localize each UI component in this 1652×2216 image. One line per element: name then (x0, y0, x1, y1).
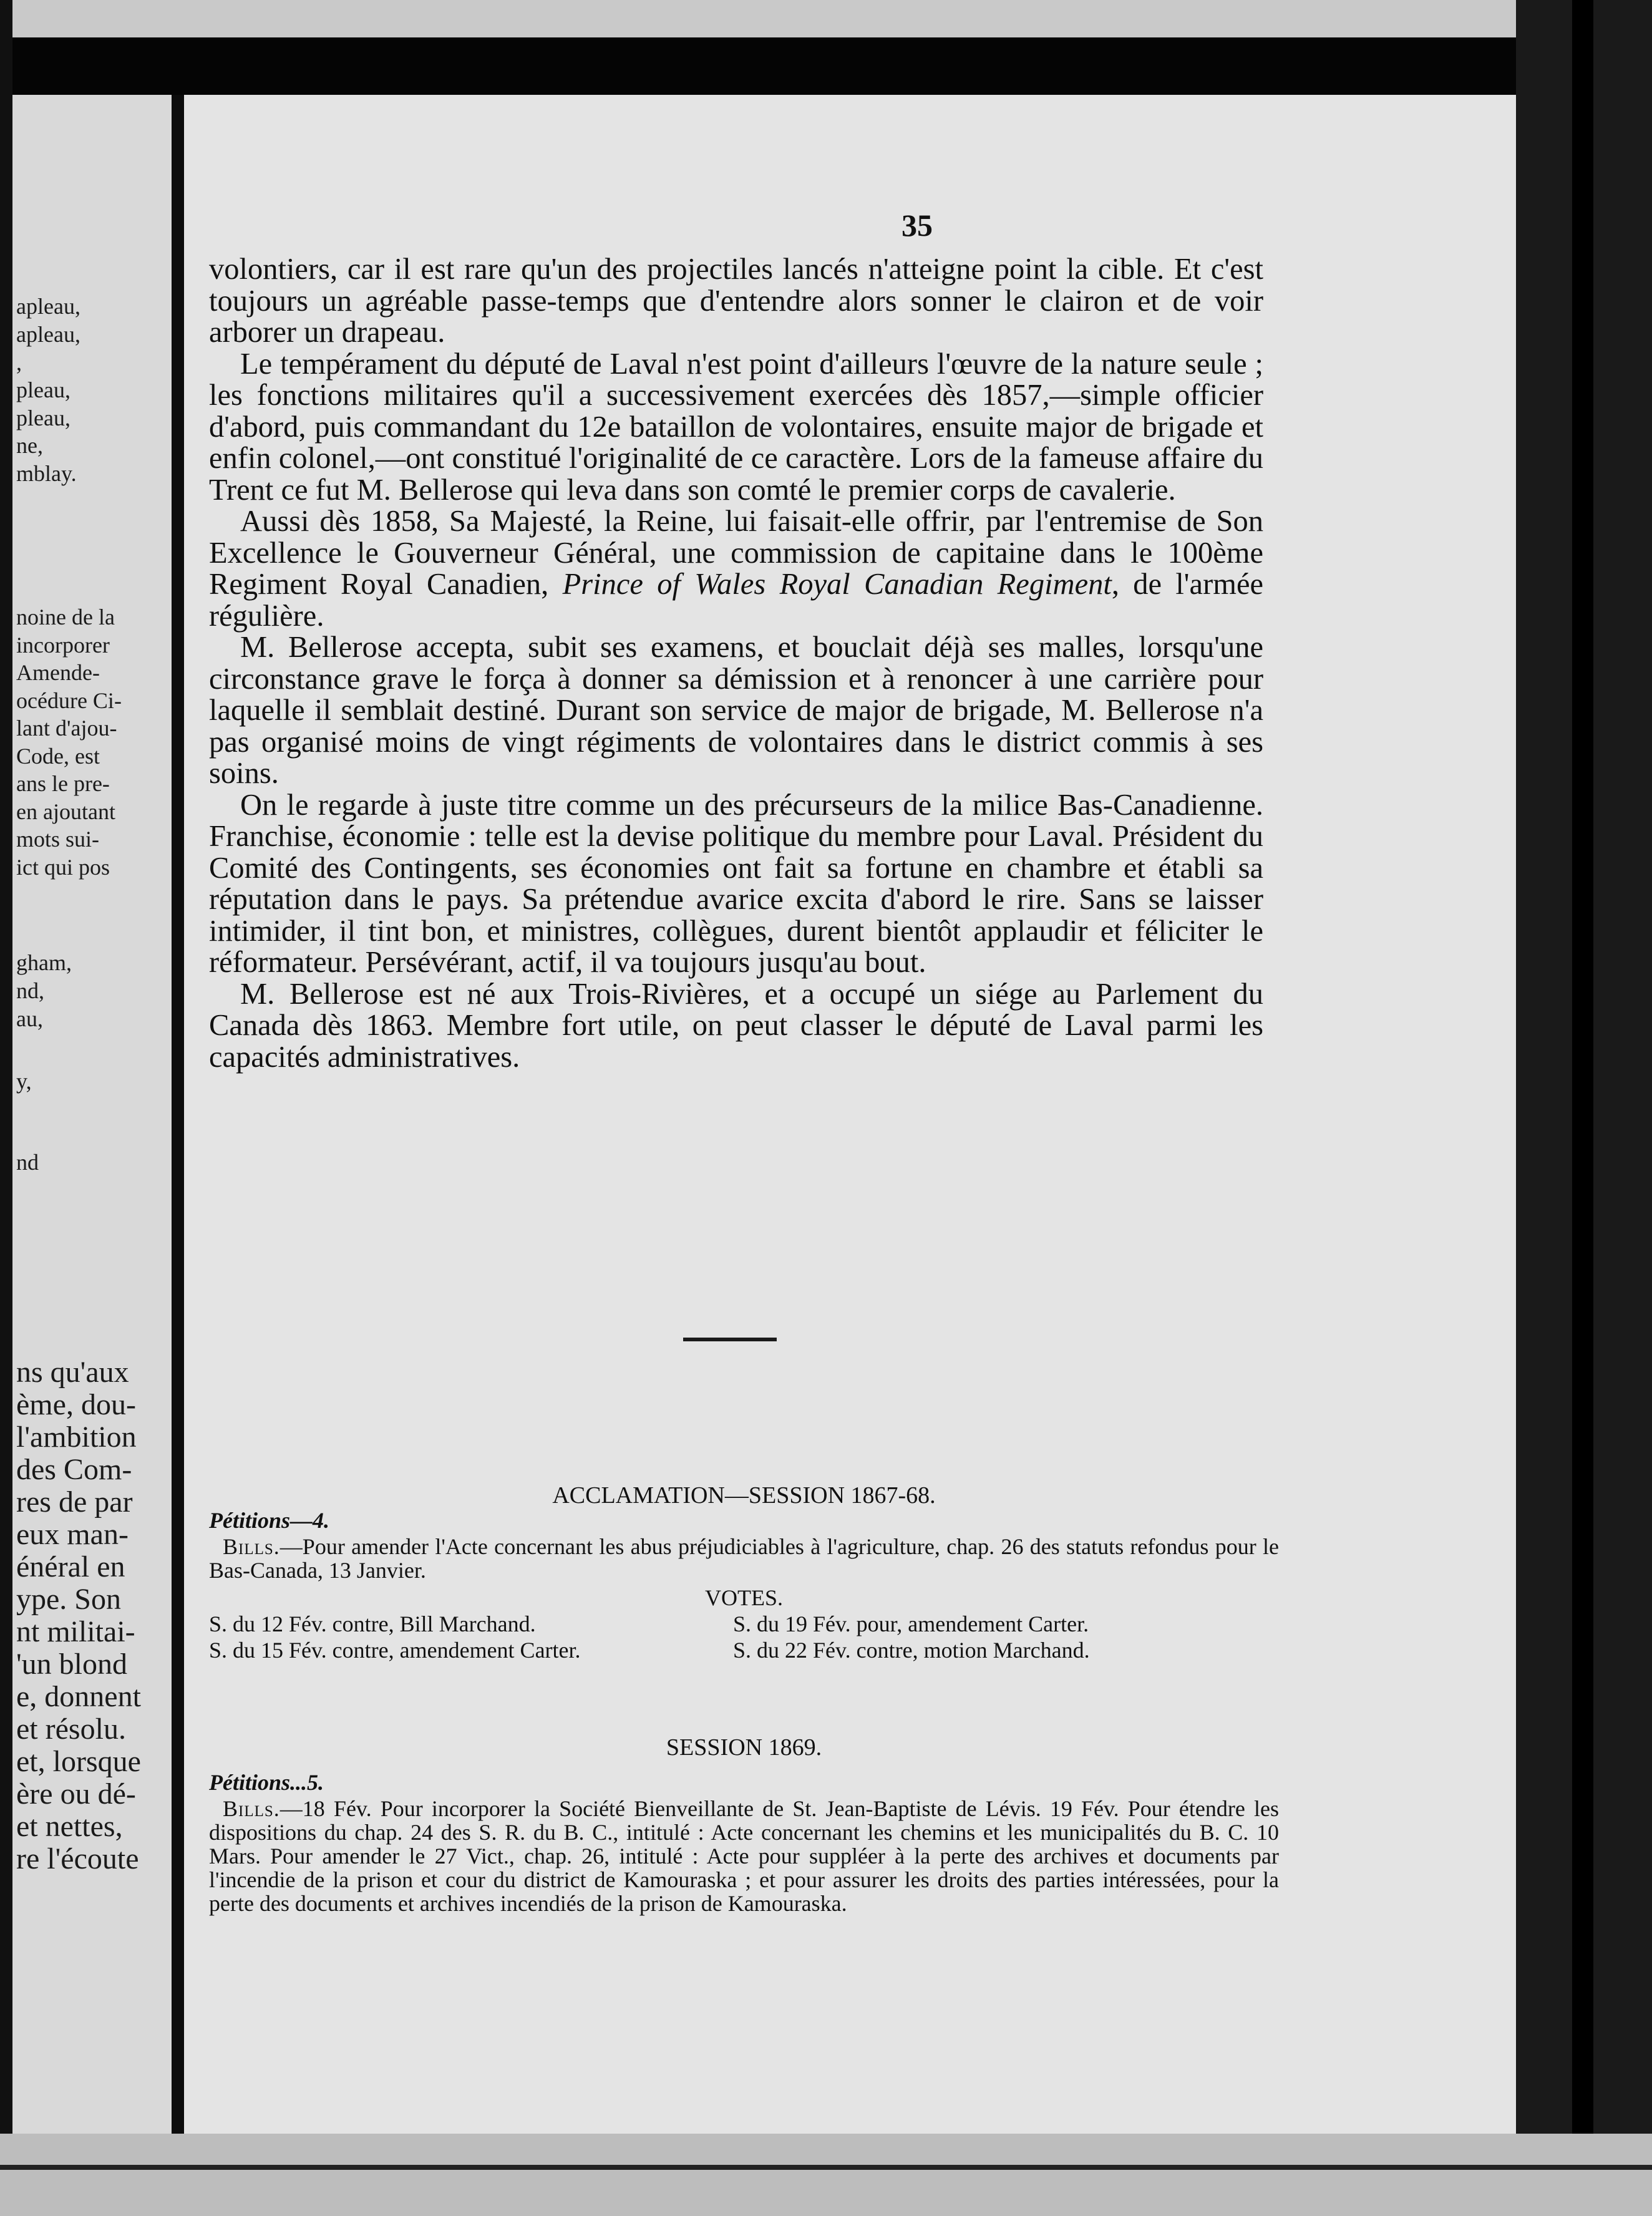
left-fragment: énéral en (16, 1550, 125, 1583)
paragraph: Le tempérament du député de Laval n'est point d'ailleurs l'œuvre de la nature seule ; les fonctions militaires qu'il a successivement exercées dès 1857,—simple officier d'abord, puis commandant du 12e bataillon de volontaires, ensuite major de brigade et enfin colonel,—ont constitué l'originalité de ce caractère. Lors de la fameuse affaire du Trent ce fut M. Bellerose qui leva dans son comté le premier corps de cavalerie. (209, 347, 1263, 507)
left-fragment: ère ou dé- (16, 1777, 136, 1810)
section-divider (683, 1338, 777, 1341)
scanner-frame-right-stripe (1572, 0, 1593, 2216)
bills-label: Bills. (223, 1534, 280, 1559)
petitions-count: Pétitions...5. (209, 1770, 324, 1795)
left-fragment: l'ambition (16, 1421, 137, 1454)
left-fragment: mblay. (16, 461, 77, 486)
document-page (184, 95, 1516, 2134)
left-fragment: lant d'ajou- (16, 716, 117, 741)
session-heading: SESSION 1869. (666, 1734, 822, 1761)
left-fragment: Code, est (16, 744, 100, 769)
votes-list (209, 1612, 1279, 1662)
paragraph: M. Bellerose accepta, subit ses examens, et bouclait déjà ses malles, lorsqu'une circonstance grave le força à donner sa démission et à renoncer à une carrière pour laquelle il semblait destiné. Durant son service de major de brigade, M. Bellerose n'a pas organisé moins de vingt régiments de volontaires dans le district commis à ses soins. (209, 631, 1263, 790)
vote-entry: S. du 22 Fév. contre, motion Marchand. (733, 1638, 1090, 1663)
left-fragment: en ajoutant (16, 799, 115, 824)
left-fragment: e, donnent (16, 1680, 141, 1713)
left-fragment: et nettes, (16, 1810, 123, 1843)
paragraph (209, 506, 1263, 632)
left-fragment: ans le pre- (16, 771, 110, 796)
paragraph-tail: , de l'armée régulière. (209, 568, 1264, 633)
petitions-count: Pétitions—4. (209, 1508, 330, 1533)
scanner-frame-top (0, 0, 1652, 37)
bills-entry (209, 1797, 1279, 1915)
scanner-frame-bottom-line (0, 2165, 1652, 2170)
vote-entry: S. du 12 Fév. contre, Bill Marchand. (209, 1611, 536, 1636)
left-fragment: nd (16, 1150, 39, 1175)
left-fragment: re l'écoute (16, 1842, 139, 1875)
left-fragment: mots sui- (16, 827, 100, 852)
left-neighbor-page (12, 95, 172, 2134)
left-fragment: ype. Son (16, 1583, 121, 1616)
left-fragment: pleau, (16, 406, 70, 430)
regiment-name: Prince of Wales Royal Canadian Regiment (562, 568, 1112, 601)
left-fragment: apleau, (16, 322, 80, 347)
votes-heading: VOTES. (705, 1585, 783, 1610)
left-fragment: incorporer (16, 633, 110, 658)
page-gutter (172, 95, 184, 2134)
session-1869 (209, 1736, 1279, 1915)
left-fragment: nt militai- (16, 1615, 135, 1648)
left-fragment: ns qu'aux (16, 1356, 129, 1389)
left-fragment: , (16, 350, 22, 375)
body-text (209, 254, 1263, 1073)
left-fragment: des Com- (16, 1453, 132, 1486)
left-fragment: océdure Ci- (16, 688, 122, 713)
left-fragment: res de par (16, 1485, 133, 1519)
bills-entry (209, 1535, 1279, 1582)
left-fragment: eux man- (16, 1518, 129, 1551)
bills-label: Bills. (223, 1796, 280, 1821)
vote-entry: S. du 15 Fév. contre, amendement Carter. (209, 1638, 581, 1663)
left-fragment: apleau, (16, 294, 80, 319)
bills-text: —18 Fév. Pour incorporer la Société Bienveillante de St. Jean-Baptiste de Lévis. 19 Fév. Pour étendre les dispositions du chap. 24 des S. R. du B. C., intitulé : Acte concernant les chemins et les municipalités du B. C. 10 Mars. Pour amender le 27 Vict., chap. 26, intitulé : Acte pour suppléer à la perte des archives et documents par l'incendie de la prison et cour du district de Kamouraska ; et pour assurer les droits des parties intéressées, pour la perte des documents et archives incendiés de la prison de Kamouraska. (209, 1796, 1279, 1916)
left-fragment: ne, (16, 433, 43, 458)
left-fragment: noine de la (16, 605, 115, 629)
left-fragment: Amende- (16, 660, 100, 685)
page-number: 35 (901, 208, 933, 243)
paragraph: volontiers, car il est rare qu'un des projectiles lancés n'atteigne point la cible. Et c'est toujours un agréable passe-temps que d'entendre alors sonner le clairon et de voir arborer un drapeau. (209, 253, 1263, 349)
left-fragment: nd, (16, 978, 44, 1003)
scanner-frame-bottom (0, 2134, 1652, 2216)
left-fragment: ème, dou- (16, 1388, 136, 1421)
scanner-frame-bar (0, 37, 1652, 95)
left-fragment: au, (16, 1006, 43, 1031)
session-1867-68 (209, 1484, 1279, 1662)
left-fragment: 'un blond (16, 1648, 127, 1681)
left-fragment: gham, (16, 950, 72, 975)
left-fragment: y, (16, 1069, 32, 1094)
paragraph: On le regarde à juste titre comme un des précurseurs de la milice Bas-Canadienne. Franchise, économie : telle est la devise politique du membre pour Laval. Président du Comité des Contingents, ses économies ont fait sa fortune en chambre et établi sa réputation dans le pays. Sa prétendue avarice excita d'abord le rire. Sans se laisser intimider, il tint bon, et ministres, collègues, durent bientôt applaudir et féliciter le réformateur. Persévérant, actif, il va toujours jusqu'au bout. (209, 788, 1263, 979)
left-fragment: et, lorsque (16, 1745, 141, 1778)
left-fragment: pleau, (16, 377, 70, 402)
session-heading: ACCLAMATION—SESSION 1867-68. (552, 1482, 936, 1509)
paragraph-text: Aussi dès 1858, Sa Majesté, la Reine, lui faisait-elle offrir, par l'entremise de Son Excellence le Gouverneur Général, une commission de capitaine dans le 100ème Regiment Royal Canadien, (209, 505, 1263, 601)
paragraph: M. Bellerose est né aux Trois-Rivières, et a occupé un siége au Parlement du Canada dès 1863. Membre fort utile, on peut classer le député de Laval parmi les capacités administratives. (209, 977, 1263, 1074)
bills-text: —Pour amender l'Acte concernant les abus préjudiciables à l'agriculture, chap. 26 des statuts refondus pour le Bas-Canada, 13 Janvier. (209, 1534, 1279, 1583)
left-fragment: et résolu. (16, 1713, 126, 1746)
vote-entry: S. du 19 Fév. pour, amendement Carter. (733, 1611, 1089, 1636)
left-fragment: ict qui pos (16, 855, 110, 880)
scanner-frame-left (0, 0, 12, 2216)
